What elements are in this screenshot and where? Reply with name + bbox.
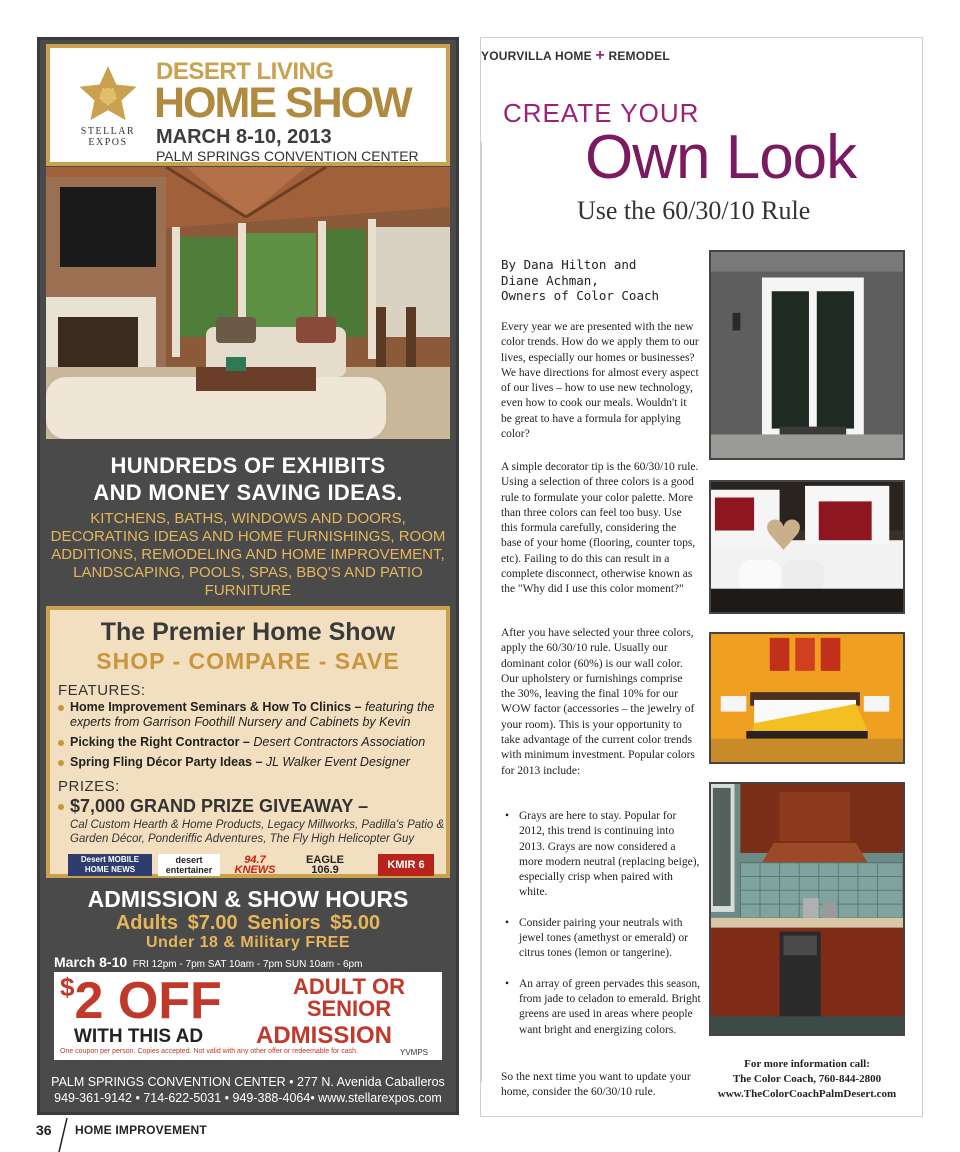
paragraph: After you have selected your three colors, apply the 60/30/10 rule. Usually our dominant color (60%) is our wall color. Our upholstery or furnishings comprise the 30%, leaving the final 10% for our WOW factor (accessories – the jewelry of your room). This is your opportunity to take advantage of the current color trends with minimum investment. Popular colors for 2013 include: — [501, 627, 695, 777]
hours-title: ADMISSION & SHOW HOURS — [87, 886, 409, 912]
sponsor-logo: EAGLE 106.9 — [306, 854, 344, 876]
article-subtitle: Use the 60/30/10 Rule — [577, 196, 811, 225]
ad-footer — [40, 1074, 456, 1106]
show-times: March 8-10 FRI 12pm - 7pm SAT 10am - 7pm SUN 10am - 6pm — [54, 954, 363, 970]
premier-title: The Premier Home Show — [100, 618, 396, 646]
coupon-with-ad: WITH THIS AD — [74, 1026, 204, 1047]
feature-item: Picking the Right Contractor – Desert Contractors Association — [58, 735, 446, 750]
list-item: • Grays are here to stay. Popular for 2012, this trend is continuing into 2013. Grays are now considered a more modern neutral (replacing beige), especially crisp when paired with white. — [505, 809, 701, 901]
page-number: 36 — [36, 1122, 52, 1138]
column-divider — [481, 142, 482, 1082]
contact-phones: 949-361-9142 • 714-622-5031 • 949-388-4064• www.stellarexpos.com — [54, 1091, 442, 1105]
orange-bedroom-photo — [709, 632, 905, 764]
article-title-main: Own Look — [585, 123, 857, 192]
headline-line1: HUNDREDS OF EXHIBITS — [110, 453, 386, 478]
feature-item: Spring Fling Décor Party Ideas – JL Walker Event Designer — [58, 755, 446, 770]
paragraph: A simple decorator tip is the 60/30/10 rule. Using a selection of three colors is a good rule to formulate your color palette. More than three colors can feel too busy. Use this formula carefully, considering the base of your home (flooring, counter tops, etc). Failing to do this can result in a complete disconnect, otherwise known as the "Why did I use this color moment?" — [501, 461, 699, 596]
premier-subtitle: SHOP - COMPARE - SAVE — [96, 648, 400, 674]
show-name-line2: HOME SHOW — [154, 79, 411, 127]
discount-coupon — [54, 972, 442, 1060]
contact-info: For more information call: The Color Coach, 760-844-2800 www.TheColorCoachPalmDesert.com — [717, 1058, 897, 1100]
color-trend-list — [505, 809, 701, 1053]
sponsor-logos — [58, 854, 446, 878]
admission-hours-box — [46, 884, 450, 1068]
byline: By Dana Hilton and Diane Achman, Owners of Color Coach — [501, 257, 660, 303]
coupon-fine-print: One coupon per person. Copies accepted. Not valid with any other offer or redeemable for cash. — [60, 1048, 358, 1055]
sponsor-logo: KMIR 6 — [378, 854, 434, 876]
sponsor-logo: desert entertainer — [158, 854, 220, 876]
footer-divider-icon — [58, 1118, 68, 1152]
paragraph: Every year we are presented with the new color trends. How do we apply them to our lives, especially our homes or businesses? We have directions for almost every aspect of our lives – how to use new technology, even how to cook our meals. Wouldn't it be great to have a formula for applying color? — [501, 321, 699, 441]
venue-address: PALM SPRINGS CONVENTION CENTER • 277 N. Avenida Caballeros — [51, 1075, 445, 1089]
show-dates: MARCH 8-10, 2013 — [156, 126, 332, 148]
show-name-line1: DESERT LIVING — [156, 58, 334, 85]
patio-living-room-photo — [46, 167, 450, 439]
closing-paragraph: So the next time you want to update your home, consider the 60/30/10 rule. — [501, 1071, 691, 1099]
coupon-eligibility: ADULT OR SENIOR — [292, 974, 406, 1021]
prize-sponsors: Cal Custom Hearth & Home Products, Legacy Millworks, Padilla's Patio & Garden Décor, Ponderiffic Adventures, The Fly High Helicopter Guy — [70, 819, 445, 845]
features-label: FEATURES: — [58, 682, 146, 699]
features-list — [58, 700, 446, 775]
article-title-top: CREATE YOUR — [503, 98, 700, 128]
exhibit-categories: KITCHENS, BATHS, WINDOWS AND DOORS, DECORATING IDEAS AND HOME FURNISHINGS, ROOM ADDITIONS, REMODELING AND HOME IMPROVEMENT, LANDSCAPING, POOLS, SPAS, BBQ'S AND PATIO FURNITURE — [50, 510, 446, 599]
coupon-admission: ADMISSION — [256, 1022, 393, 1049]
free-admission-note: Under 18 & Military FREE — [145, 934, 351, 951]
headline-line2: AND MONEY SAVING IDEAS. — [93, 480, 403, 505]
gray-wall-doors-photo — [709, 250, 905, 460]
prizes-label: PRIZES: — [58, 778, 120, 795]
section-header: YOURVILLA HOME + REMODEL — [481, 47, 670, 64]
ad-headline — [40, 452, 456, 506]
sponsor-logo: Desert MOBILE HOME NEWS — [68, 854, 152, 876]
footer-section-title: HOME IMPROVEMENT — [75, 1123, 207, 1137]
admission-prices: Adults $7.00 Seniors $5.00 — [115, 912, 381, 934]
kitchen-green-tile-photo — [709, 782, 905, 1036]
feature-item: Home Improvement Seminars & How To Clinics – featuring the experts from Garrison Foothill Nursery and Cabinets by Kevin — [58, 700, 446, 730]
sponsor-logo: 94.7 KNEWS — [234, 854, 276, 876]
list-item: • Consider pairing your neutrals with jewel tones (amethyst or emerald) or citrus tones (lemon or tangerine). — [505, 916, 701, 962]
grand-prize: $7,000 GRAND PRIZE GIVEAWAY – — [58, 796, 448, 817]
bed-red-pillows-photo — [709, 480, 905, 614]
ad-header — [46, 44, 450, 166]
stellar-expos-text: STELLAR EXPOS — [80, 126, 136, 148]
coupon-code: YVMPS — [400, 1048, 429, 1057]
coupon-amount: $2 OFF — [60, 972, 222, 1030]
list-item: • An array of green pervades this season, from jade to celadon to emerald. Bright greens are used in areas where people want bright and energizing colors. — [505, 977, 701, 1038]
article-panel — [480, 37, 923, 1117]
premier-home-show-box — [46, 606, 450, 878]
show-venue: PALM SPRINGS CONVENTION CENTER — [156, 148, 419, 164]
home-show-ad — [37, 37, 459, 1115]
